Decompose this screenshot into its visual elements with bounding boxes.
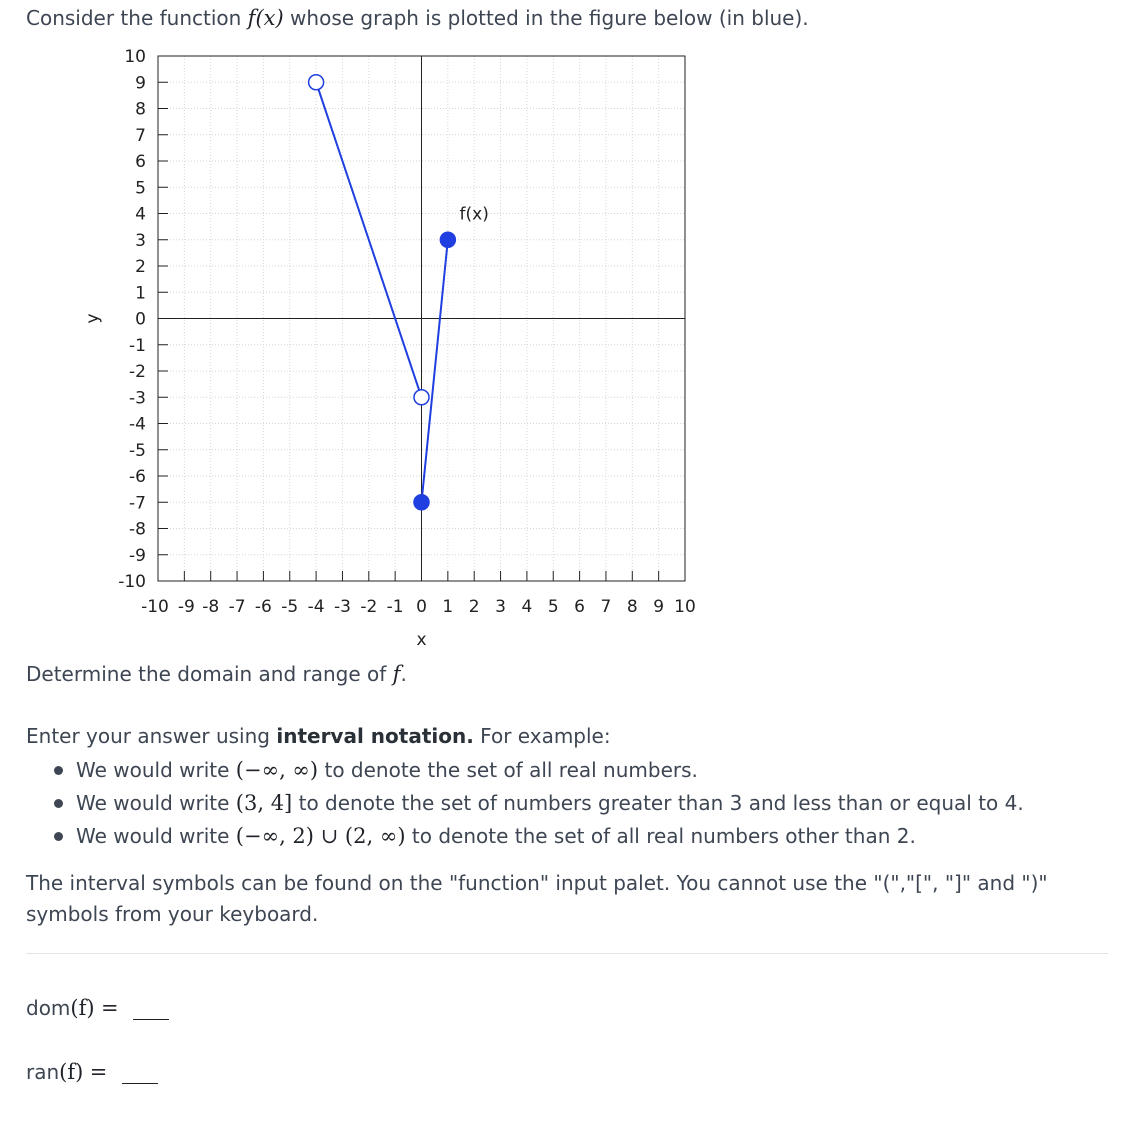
example-suffix: to denote the set of all real numbers. [318, 758, 698, 782]
example-item [52, 756, 1024, 789]
example-prefix: We would write [76, 791, 236, 815]
x-tick-label: -3 [333, 597, 351, 617]
example-item [52, 822, 1024, 855]
y-tick-label: 7 [135, 125, 146, 146]
y-tick-label: 9 [135, 73, 146, 94]
instructions-before: Enter your answer using [26, 724, 277, 748]
y-tick-label: -9 [129, 545, 146, 566]
y-tick-label: -2 [129, 362, 146, 382]
function-graph [0, 40, 720, 660]
example-prefix: We would write [76, 824, 236, 848]
x-tick-label: 6 [574, 597, 586, 617]
y-tick-label: 1 [135, 283, 146, 304]
x-tick-label: -1 [386, 597, 404, 617]
range-answer [26, 1060, 158, 1084]
open-endpoint [309, 75, 324, 90]
x-tick-label: 0 [416, 597, 427, 617]
intro-text-after: whose graph is plotted in the figure below (in blue). [283, 6, 809, 30]
domain-label: dom [26, 996, 71, 1020]
y-tick-label: 3 [135, 230, 146, 251]
x-tick-label: -10 [141, 597, 169, 617]
example-suffix: to denote the set of all real numbers other than 2. [405, 824, 916, 848]
problem-intro [26, 4, 809, 32]
x-tick-label: -2 [360, 597, 378, 617]
x-tick-label: -6 [254, 597, 272, 617]
domain-answer [26, 996, 169, 1020]
x-axis-label: x [416, 630, 427, 650]
range-equals: = [89, 1060, 108, 1084]
range-label: ran [26, 1060, 60, 1084]
example-item [52, 789, 1024, 822]
x-tick-label: -5 [281, 597, 299, 617]
y-tick-label: -1 [129, 335, 146, 356]
x-tick-label: 5 [547, 597, 559, 617]
question-after: . [400, 662, 407, 686]
x-tick-label: 7 [600, 597, 612, 617]
example-notation: (−∞, 2) ∪ (2, ∞) [235, 824, 406, 848]
y-tick-label: 0 [135, 309, 146, 330]
x-tick-label: -4 [307, 597, 325, 617]
y-tick-label: 5 [135, 178, 146, 199]
range-arg: (f) [59, 1060, 84, 1084]
y-tick-label: 4 [135, 204, 146, 225]
y-tick-label: 6 [135, 152, 146, 172]
palette-note: The interval symbols can be found on the "function" input palet. You cannot use the "(","[", "]" and ")" symbols from your keyboard. [26, 871, 1048, 926]
y-tick-label: -4 [129, 414, 146, 435]
y-tick-label: -7 [129, 493, 146, 514]
x-tick-label: 9 [653, 597, 665, 617]
x-tick-label: 8 [626, 597, 638, 617]
question-text [26, 660, 407, 688]
x-tick-label: 1 [442, 597, 454, 617]
x-tick-label: 10 [674, 597, 696, 617]
x-tick-label: 2 [468, 597, 480, 617]
instructions-text [26, 722, 611, 750]
y-tick-label: -10 [118, 572, 146, 592]
y-axis-label: y [83, 313, 103, 324]
examples-list [52, 756, 1024, 855]
closed-endpoint [440, 232, 455, 247]
domain-input[interactable] [133, 1005, 169, 1020]
closed-endpoint [414, 495, 429, 510]
y-tick-label: -5 [129, 440, 146, 461]
y-tick-label: -6 [129, 467, 146, 487]
domain-arg: (f) [70, 996, 95, 1020]
y-tick-label: -3 [129, 388, 146, 409]
section-divider [26, 953, 1108, 954]
x-tick-label: -9 [177, 597, 195, 617]
example-prefix: We would write [76, 758, 236, 782]
y-tick-label: 8 [135, 99, 146, 120]
x-tick-label: -8 [202, 597, 220, 617]
x-tick-label: 4 [521, 597, 533, 617]
y-tick-label: -8 [129, 519, 146, 540]
example-suffix: to denote the set of numbers greater than 3 and less than or equal to 4. [292, 791, 1024, 815]
open-endpoint [414, 390, 429, 405]
y-tick-label: 10 [124, 47, 146, 67]
example-notation: (3, 4] [235, 791, 293, 815]
intro-text-before: Consider the function [26, 6, 248, 30]
example-notation: (−∞, ∞) [235, 758, 319, 782]
x-tick-label: -7 [228, 597, 246, 617]
x-tick-label: 3 [495, 597, 506, 617]
intro-function: f(x) [247, 6, 284, 30]
instructions-bold: interval notation. [276, 724, 474, 748]
range-input[interactable] [122, 1069, 158, 1084]
y-tick-label: 2 [135, 257, 146, 277]
question-before: Determine the domain and range of [26, 662, 393, 686]
instructions-after: For example: [473, 724, 611, 748]
series-annotation: f(x) [459, 204, 489, 225]
question-function: f [392, 662, 401, 686]
domain-equals: = [100, 996, 119, 1020]
